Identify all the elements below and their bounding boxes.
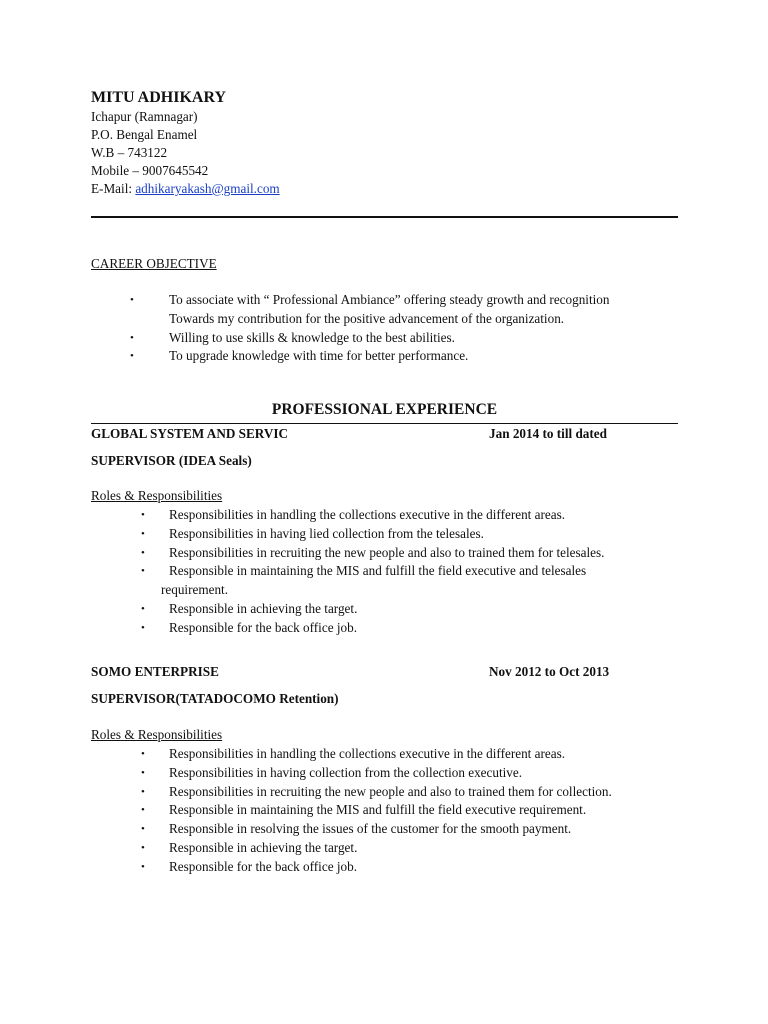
bullet-icon: • <box>141 823 145 836</box>
bullet-icon: • <box>141 804 145 817</box>
header-divider <box>91 216 678 218</box>
bullet-icon: • <box>130 294 134 306</box>
job-1-responsibility-item-text: Responsibilities in handling the collections executive in the different areas. <box>169 507 566 522</box>
bullet-icon: • <box>141 565 145 578</box>
job-2-responsibility-item-text: Responsible in maintaining the MIS and fulfill the field executive requirement. <box>169 802 587 818</box>
job-1-roles-label: Roles & Responsibilities <box>91 488 223 503</box>
career-objective-item <box>130 291 610 329</box>
job-2-role: SUPERVISOR(TATADOCOMO Retention) <box>91 691 339 706</box>
experience-divider <box>91 423 678 424</box>
career-objective-item <box>130 347 610 366</box>
bullet-icon: • <box>141 621 145 634</box>
bullet-icon: • <box>141 766 145 779</box>
email-label: E-Mail: <box>91 181 136 196</box>
address-line-2: P.O. Bengal Enamel <box>91 127 198 142</box>
bullet-icon: • <box>141 602 145 615</box>
bullet-icon: • <box>130 331 134 344</box>
career-objective-item-text: To associate with “ Professional Ambiance” offering steady growth and recognition <box>169 292 610 307</box>
job-2-company: SOMO ENTERPRISE <box>91 664 219 679</box>
address-line-3: W.B – 743122 <box>91 145 168 160</box>
job-2-responsibility-item-text: Responsibilities in handling the collections executive in the different areas. <box>169 746 566 761</box>
job-1-responsibility-item-text: Responsible for the back office job. <box>169 619 357 635</box>
job-1-responsibility-item-text: Responsible in maintaining the MIS and fulfill the field executive and telesales <box>169 563 587 579</box>
bullet-icon: • <box>130 350 134 363</box>
job-1-responsibility-item <box>141 600 604 619</box>
career-objective-item-text: To upgrade knowledge with time for better performance. <box>169 348 469 364</box>
job-1-responsibility-item <box>141 525 604 544</box>
career-objective-heading: CAREER OBJECTIVE <box>91 256 217 271</box>
bullet-icon: • <box>141 785 145 798</box>
job-2-responsibility-item <box>141 858 612 877</box>
bullet-icon: • <box>141 748 145 760</box>
job-2-responsibilities <box>141 745 612 877</box>
job-2-responsibility-item-text: Responsible for the back office job. <box>169 858 357 874</box>
job-1-responsibility-item-text: Responsibilities in recruiting the new people and also to trained them for telesales. <box>169 544 605 560</box>
career-objective-item-text: Towards my contribution for the positive advancement of the organization. <box>169 310 565 326</box>
bullet-icon: • <box>141 860 145 873</box>
job-1-responsibility-item <box>141 506 604 525</box>
career-objective-item-text: Willing to use skills & knowledge to the best abilities. <box>169 329 455 345</box>
bullet-icon: • <box>141 546 145 559</box>
candidate-name: MITU ADHIKARY <box>91 89 226 106</box>
bullet-icon: • <box>141 527 145 540</box>
job-2-responsibility-item <box>141 783 612 802</box>
bullet-icon: • <box>141 509 145 521</box>
job-1-company: GLOBAL SYSTEM AND SERVIC <box>91 426 289 441</box>
job-1-responsibilities <box>141 506 605 638</box>
job-2-roles-label: Roles & Responsibilities <box>91 727 223 742</box>
job-1-role: SUPERVISOR (IDEA Seals) <box>91 453 252 468</box>
job-1-responsibility-item-text: requirement. <box>161 582 229 598</box>
job-2-responsibility-item-text: Responsible in resolving the issues of the customer for the smooth payment. <box>169 821 572 837</box>
job-1-dates: Jan 2014 to till dated <box>489 426 607 441</box>
job-2-responsibility-item <box>141 745 612 764</box>
bullet-icon: • <box>141 841 145 854</box>
professional-experience-heading: PROFESSIONAL EXPERIENCE <box>271 401 498 418</box>
job-1-responsibility-item-text: Responsibilities in having lied collection from the telesales. <box>169 525 484 541</box>
job-1-responsibility-item <box>141 619 604 638</box>
job-2-dates: Nov 2012 to Oct 2013 <box>489 664 610 679</box>
job-2-responsibility-item-text: Responsibilities in having collection from the collection executive. <box>169 764 523 780</box>
email-line <box>91 180 280 198</box>
job-1-responsibility-item <box>141 544 605 563</box>
email-link[interactable]: adhikaryakash@gmail.com <box>135 181 280 196</box>
career-objective-item <box>130 329 610 348</box>
job-2-responsibility-item <box>141 839 612 858</box>
address-line-1: Ichapur (Ramnagar) <box>91 109 198 124</box>
job-2-responsibility-item <box>141 764 612 783</box>
job-2-responsibility-item-text: Responsibilities in recruiting the new people and also to trained them for collection. <box>169 783 612 799</box>
mobile-line: Mobile – 9007645542 <box>91 163 209 178</box>
job-1-responsibility-item-text: Responsible in achieving the target. <box>169 600 358 616</box>
job-1-responsibility-item <box>141 562 604 600</box>
job-2-responsibility-item-text: Responsible in achieving the target. <box>169 839 358 855</box>
job-2-responsibility-item <box>141 801 612 820</box>
career-objective-list <box>130 291 610 366</box>
job-2-responsibility-item <box>141 820 612 839</box>
